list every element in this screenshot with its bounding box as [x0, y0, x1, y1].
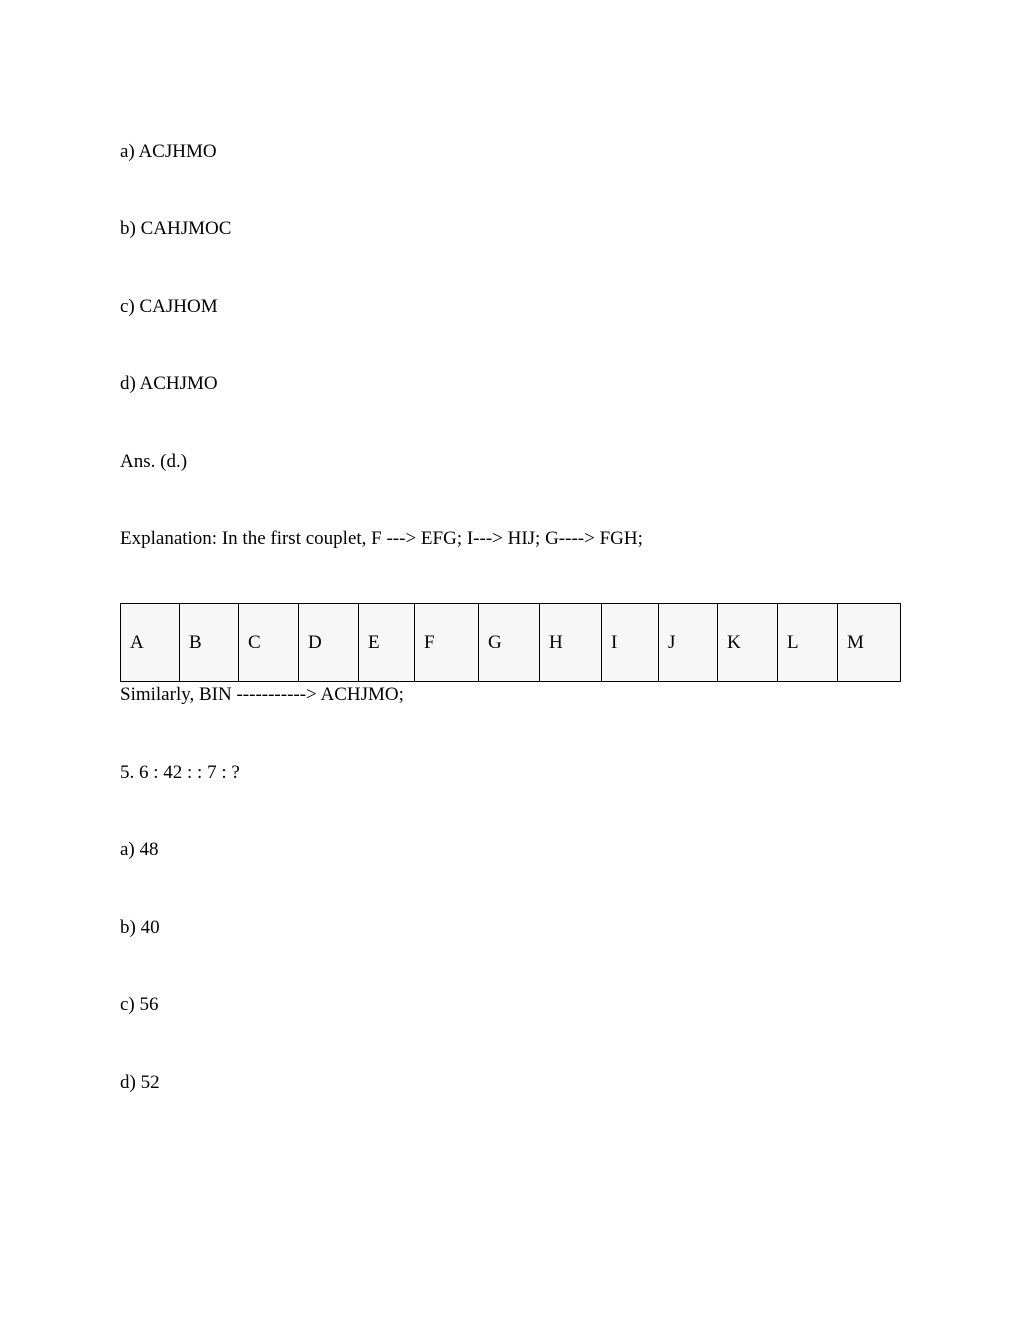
q5-option-a: a) 48 — [120, 839, 159, 860]
table-cell: M — [838, 604, 901, 682]
explanation-text: Explanation: In the first couplet, F ---> EFG; I---> HIJ; G----> FGH; — [120, 528, 643, 549]
table-cell: G — [479, 604, 540, 682]
q4-option-c: c) CAJHOM — [120, 296, 218, 317]
q4-option-d: d) ACHJMO — [120, 373, 218, 394]
question5-text: 5. 6 : 42 : : 7 : ? — [120, 762, 240, 783]
table-cell: D — [299, 604, 359, 682]
table-cell: E — [359, 604, 415, 682]
q5-option-d: d) 52 — [120, 1072, 160, 1093]
table-cell: J — [659, 604, 718, 682]
similarly-text: Similarly, BIN -----------> ACHJMO; — [120, 684, 404, 705]
table-cell: K — [718, 604, 778, 682]
alphabet-table — [120, 603, 901, 682]
table-cell: L — [778, 604, 838, 682]
q5-option-c: c) 56 — [120, 994, 159, 1015]
table-cell: H — [540, 604, 602, 682]
table-cell: C — [239, 604, 299, 682]
table-row — [121, 604, 901, 682]
q4-option-a: a) ACJHMO — [120, 141, 217, 162]
table-cell: A — [121, 604, 180, 682]
table-cell: F — [415, 604, 479, 682]
answer-text: Ans. (d.) — [120, 451, 188, 472]
table-cell: B — [180, 604, 239, 682]
q5-option-b: b) 40 — [120, 917, 160, 938]
q4-option-b: b) CAHJMOC — [120, 218, 232, 239]
table-cell: I — [602, 604, 659, 682]
